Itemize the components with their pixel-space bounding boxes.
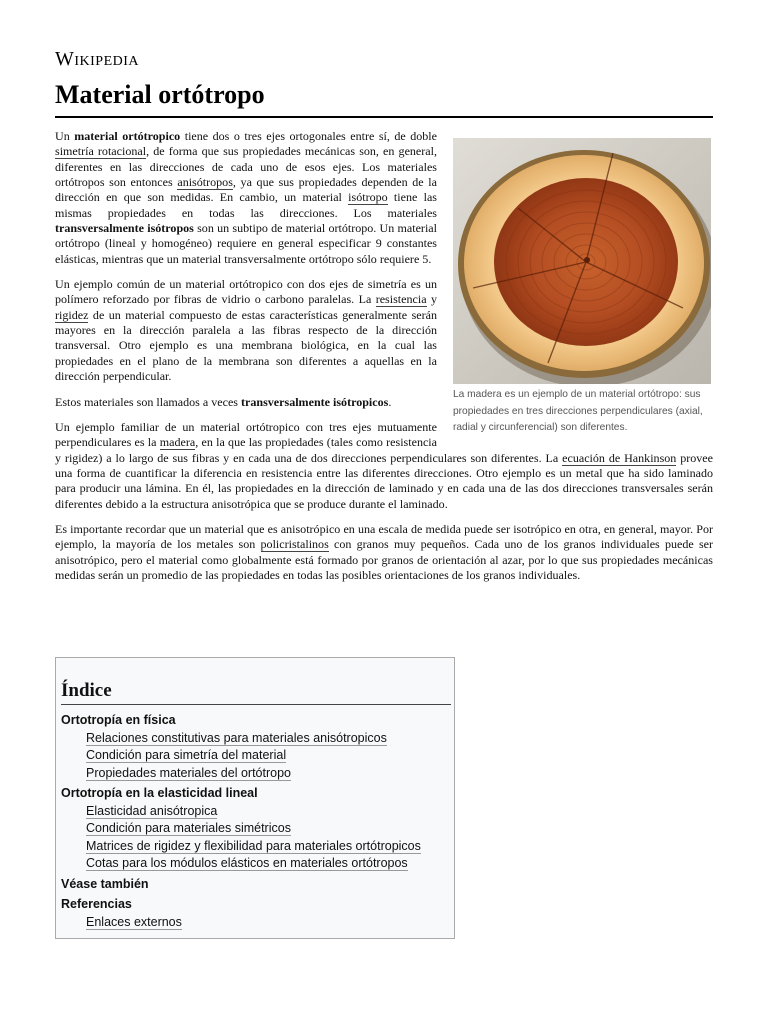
toc-item[interactable] — [61, 765, 453, 783]
text-run: . — [388, 394, 392, 409]
toc-item[interactable] — [61, 820, 453, 838]
figure-caption: La madera es un ejemplo de un material ortótropo: sus propiedades en tres direcciones perpendiculares (axial, radial y circunferencial) son diferentes. — [453, 389, 703, 433]
toc-section-vease-tambien[interactable]: Véase también — [61, 876, 149, 891]
toc-item[interactable] — [61, 803, 453, 821]
page-title: Material ortótropo — [55, 80, 265, 109]
toc-item-label: Relaciones constitutivas para materiales anisótropicos — [86, 730, 387, 745]
text-run: y — [426, 292, 437, 307]
link-ecuacion-hankinson[interactable]: ecuación de Hankinson — [562, 450, 677, 465]
wikipedia-logo[interactable] — [55, 48, 139, 71]
link-simetria-rotacional[interactable]: simetría rotacional — [55, 144, 147, 159]
logo-text: Wikipedia — [55, 48, 140, 70]
toc-list — [61, 712, 453, 931]
toc-item-label: Propiedades materiales del ortótropo — [86, 765, 291, 780]
toc-section-referencias[interactable]: Referencias — [61, 897, 132, 911]
toc-section-ortotropia-fisica[interactable]: Ortotropía en física — [61, 713, 176, 727]
toc-item-label: Condición para simetría del material — [86, 748, 287, 762]
link-policristalinos[interactable]: policristalinos — [260, 537, 329, 552]
toc-item[interactable] — [61, 855, 453, 873]
text-run: Un — [55, 129, 75, 143]
toc-item[interactable] — [61, 730, 453, 748]
text-run: Es importante recordar que un material que es anisotrópico en una escala de medida puede ser isotrópico en otra, en general, mayor. Por ejemplo, la mayoría de los metales son — [55, 521, 713, 552]
toc-item-label: Enlaces externos — [86, 914, 182, 929]
title-divider — [55, 116, 713, 118]
toc-item-label: Matrices de rigidez y flexibilidad para materiales ortótropicos — [86, 838, 421, 853]
paragraph — [55, 522, 713, 583]
link-rigidez[interactable]: rigidez — [55, 307, 89, 322]
article-body — [55, 129, 713, 593]
link-madera[interactable]: madera — [159, 435, 196, 450]
text-run: con granos muy pequeños. Cada uno de los granos individuales puede ser anisotrópico, pero el material como globalmente está formado por granos de orientación al azar, por lo que sus propiedades mecánicas medidas serán un promedio de las propiedades en todas las posibles orientaciones de los granos individuales. — [55, 537, 713, 582]
text-run: de un material compuesto de estas características generalmente serán mayores en la dirección paralela a las fibras respecto de la dirección transversal. Otro ejemplo es una membrana biológica, en la cual las propiedades en el plano de la membrana son diferentes a aquellas en la dirección perpendicular. — [55, 307, 437, 384]
term-bold: transversalmente isótropos — [55, 221, 194, 236]
text-run: tiene las mismas propiedades en todas las direcciones. Los materiales — [55, 190, 437, 220]
link-resistencia[interactable]: resistencia — [375, 292, 427, 307]
text-run: , de forma que sus propiedades mecánicas son, en general, diferentes en las direcciones de cada uno de esos ejes. Los materiales ortótropos son entonces — [55, 144, 437, 190]
link-isotropo[interactable]: isótropo — [348, 190, 388, 205]
table-of-contents — [55, 657, 455, 939]
toc-item-label: Condición para materiales simétricos — [86, 821, 291, 835]
toc-item-label: Cotas para los módulos elásticos en materiales ortótropos — [86, 856, 408, 870]
term-bold: material ortótropico — [74, 129, 181, 143]
toc-item[interactable] — [61, 838, 453, 856]
text-run: provee una forma de cuantificar la diferencia en resistencia entre las diferentes direcciones. Otro ejemplo es un metal que ha sido laminado para producir una lámina. En él, las propiedades en la dirección de laminado y en cada una de las dos direcciones transversales serán diferentes debido a la estructura anisotrópica que se produce durante el laminado. — [55, 450, 713, 511]
text-run: tiene dos o tres ejes ortogonales entre sí, de doble — [180, 129, 438, 143]
toc-section-elasticidad-lineal[interactable]: Ortotropía en la elasticidad lineal — [61, 786, 258, 800]
toc-title: Índice — [61, 680, 451, 705]
link-anisotropos[interactable]: anisótropos — [177, 175, 233, 190]
toc-item-label: Elasticidad anisótropica — [86, 803, 218, 818]
figure-spacer — [437, 129, 713, 447]
text-run: son un subtipo de material ortótropo. Un material ortótropo (lineal y homogéneo) requiere en general especificar 9 constantes elásticas, mientras que un material transversalmente ortótropo sólo requiere 5. — [55, 221, 437, 266]
text-run: , en la que las propiedades (tales como resistencia y rigidez) a lo largo de sus fibras y en cada una de dos direcciones perpendiculares son diferentes. La — [55, 435, 563, 465]
text-run: Un ejemplo común de un material ortótropico con dos ejes de simetría es un polímero reforzado por fibras de vidrio o carbono paralelas. La — [55, 277, 437, 307]
text-run: , ya que sus propiedades dependen de la dirección en que son medidas. En cambio, un material — [55, 175, 437, 205]
toc-item[interactable] — [61, 914, 453, 932]
term-bold: transversalmente isótropicos — [241, 394, 389, 409]
toc-item[interactable] — [61, 747, 453, 765]
text-run: Estos materiales son llamados a veces — [55, 394, 242, 409]
text-run: Un ejemplo familiar de un material ortótropico con tres ejes mutuamente perpendiculares es la — [55, 419, 437, 450]
